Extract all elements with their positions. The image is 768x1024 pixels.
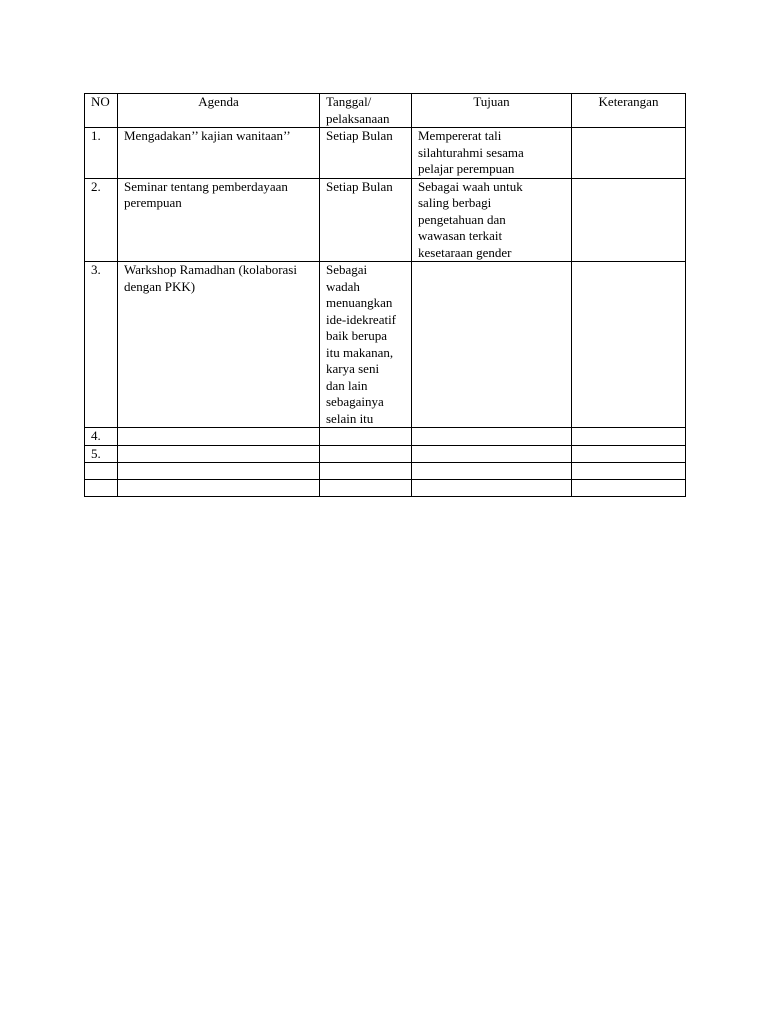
cell-tujuan-line: pelajar perempuan: [418, 161, 515, 176]
cell-tujuan-line: pengetahuan dan: [418, 211, 506, 227]
cell-keterangan: [572, 463, 686, 480]
header-tanggal-line2: pelaksanaan: [326, 110, 390, 126]
table-row: [85, 262, 686, 428]
cell-tanggal-line: sebagainya: [326, 394, 384, 409]
cell-tanggal: [320, 178, 412, 262]
cell-tanggal-line: selain itu: [326, 410, 374, 426]
cell-tujuan-line: Sebagai waah untuk: [418, 178, 523, 194]
cell-agenda: [118, 428, 320, 446]
cell-tujuan: [412, 178, 572, 262]
cell-tujuan-line: wawasan terkait: [418, 228, 503, 243]
cell-tanggal: [320, 445, 412, 463]
cell-keterangan: [572, 178, 686, 262]
cell-tanggal: [320, 480, 412, 497]
table-header-row: [85, 94, 686, 128]
cell-agenda-line: Seminar tentang pemberdayaan: [124, 178, 288, 194]
cell-tanggal-line: Sebagai: [326, 262, 368, 277]
cell-keterangan: [572, 480, 686, 497]
cell-agenda-line: Warkshop Ramadhan (kolaborasi: [124, 262, 297, 277]
cell-tujuan-line: saling berbagi: [418, 195, 492, 210]
table-row: [85, 480, 686, 497]
cell-no: [85, 463, 118, 480]
header-no: NO: [85, 94, 118, 128]
cell-tujuan: [412, 128, 572, 179]
cell-tanggal: [320, 463, 412, 480]
cell-tujuan: [412, 428, 572, 446]
cell-agenda: [118, 262, 320, 428]
cell-agenda-line: dengan PKK): [124, 278, 196, 294]
cell-no: 4.: [85, 428, 118, 446]
header-keterangan: Keterangan: [572, 94, 686, 128]
table-row: [85, 463, 686, 480]
header-tanggal: [320, 94, 412, 128]
cell-agenda-line: perempuan: [124, 195, 182, 210]
cell-tujuan-line: kesetaraan gender: [418, 244, 512, 260]
table-row: [85, 128, 686, 179]
cell-tanggal-line: wadah: [326, 278, 360, 294]
cell-tujuan: [412, 445, 572, 463]
cell-tujuan: [412, 480, 572, 497]
cell-tanggal-line: Setiap Bulan: [326, 128, 393, 143]
table-row: [85, 445, 686, 463]
header-tujuan: Tujuan: [412, 94, 572, 128]
cell-tanggal-line: dan lain: [326, 377, 368, 393]
table-row: [85, 428, 686, 446]
cell-agenda: [118, 463, 320, 480]
cell-tanggal: [320, 128, 412, 179]
cell-no: 2.: [85, 178, 118, 262]
cell-tanggal-line: Setiap Bulan: [326, 178, 393, 194]
table-row: [85, 178, 686, 262]
cell-no: 5.: [85, 445, 118, 463]
cell-no: 1.: [85, 128, 118, 179]
cell-keterangan: [572, 128, 686, 179]
cell-tanggal-line: itu makanan,: [326, 344, 394, 360]
cell-agenda: [118, 178, 320, 262]
cell-no: [85, 480, 118, 497]
cell-agenda: [118, 445, 320, 463]
cell-agenda: [118, 480, 320, 497]
cell-keterangan: [572, 445, 686, 463]
cell-tanggal: [320, 428, 412, 446]
cell-tanggal-line: ide-idekreatif: [326, 311, 397, 327]
cell-tanggal-line: karya seni: [326, 361, 380, 376]
cell-tanggal: [320, 262, 412, 428]
cell-keterangan: [572, 428, 686, 446]
cell-tujuan-line: Mempererat tali: [418, 128, 502, 143]
cell-tanggal-line: menuangkan: [326, 295, 393, 310]
cell-agenda: [118, 128, 320, 179]
header-tanggal-line1: Tanggal/: [326, 94, 372, 109]
cell-tanggal-line: baik berupa: [326, 328, 388, 343]
cell-tujuan: [412, 262, 572, 428]
cell-tujuan-line: silahturahmi sesama: [418, 144, 524, 160]
cell-no: 3.: [85, 262, 118, 428]
header-agenda: Agenda: [118, 94, 320, 128]
cell-agenda-line: Mengadakan’’ kajian wanitaan’’: [124, 128, 291, 143]
cell-keterangan: [572, 262, 686, 428]
agenda-table: [84, 93, 686, 497]
cell-tujuan: [412, 463, 572, 480]
